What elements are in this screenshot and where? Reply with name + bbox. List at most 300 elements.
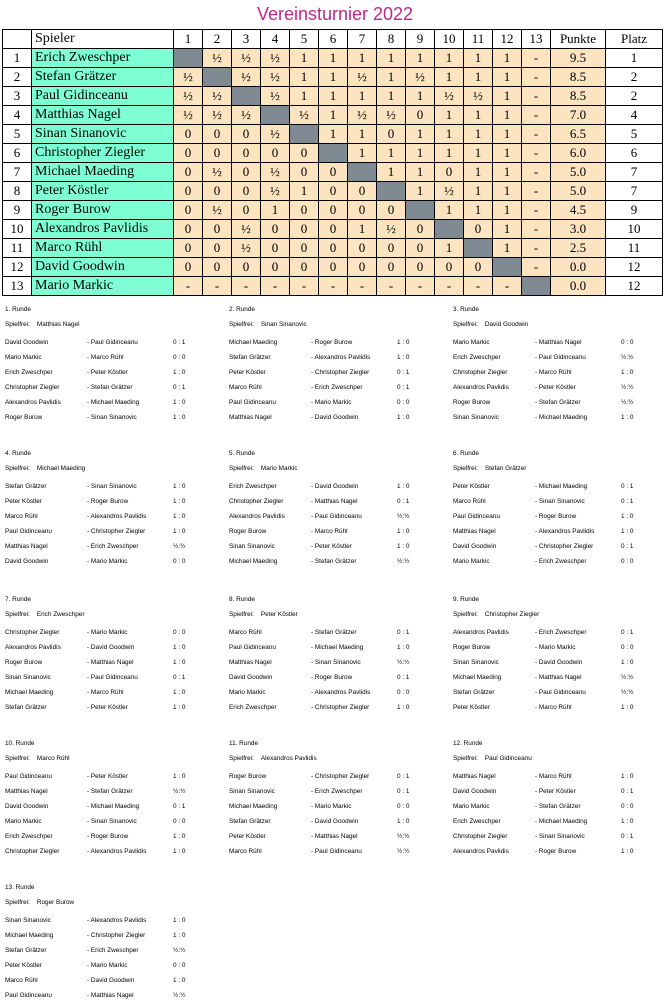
result-cell: 0: [348, 239, 377, 258]
points-cell: 4.5: [551, 201, 606, 220]
game-row: [229, 818, 449, 827]
game-result: ½:½: [397, 848, 410, 855]
game-result: 1 : 0: [621, 369, 634, 376]
game-row: [5, 339, 225, 348]
white-player: Alexandros Pavlidis: [453, 848, 509, 855]
round-block: [453, 596, 670, 716]
header-col: 2: [203, 30, 232, 49]
result-cell: 0: [203, 125, 232, 144]
row-number: 6: [3, 144, 32, 163]
result-cell: -: [522, 239, 551, 258]
white-player: Paul Gidinceanu: [453, 513, 500, 520]
points-cell: 5.0: [551, 182, 606, 201]
white-player: Erich Zweschper: [5, 833, 53, 840]
result-cell: 1: [261, 201, 290, 220]
result-cell: 1: [493, 163, 522, 182]
black-player: - Roger Burow: [87, 498, 129, 505]
black-player: - Roger Burow: [311, 339, 353, 346]
black-player: - Paul Gidinceanu: [535, 354, 586, 361]
result-cell: ½: [203, 163, 232, 182]
result-cell: 0: [174, 163, 203, 182]
bye-player: Marco Rühl: [36, 755, 70, 762]
result-cell: 0: [319, 220, 348, 239]
diagonal-cell: [493, 258, 522, 277]
game-row: [5, 977, 225, 986]
game-row: [453, 659, 670, 668]
white-player: Christopher Ziegler: [453, 833, 508, 840]
bye-label: Spielfrei:: [229, 755, 254, 762]
white-player: Michael Maeding: [229, 339, 278, 346]
result-cell: 0: [406, 220, 435, 239]
result-cell: 0: [232, 201, 261, 220]
white-player: Erich Zweschper: [229, 483, 277, 490]
points-cell: 0.0: [551, 277, 606, 296]
game-row: [5, 848, 225, 857]
game-row: [5, 962, 225, 971]
black-player: - Marco Rühl: [311, 528, 348, 535]
game-row: [229, 369, 449, 378]
black-player: - Mario Markic: [311, 803, 352, 810]
player-name: Sinan Sinanovic: [32, 125, 174, 144]
white-player: Sinan Sinanovic: [229, 543, 275, 550]
game-result: 0 : 0: [173, 629, 186, 636]
black-player: - David Goodwin: [87, 644, 135, 651]
result-cell: 1: [406, 163, 435, 182]
round-title: 6. Runde: [453, 450, 479, 457]
game-result: 0 : 0: [621, 558, 634, 565]
black-player: - Alexandros Pavlidis: [87, 513, 147, 520]
bye-label: Spielfrei:: [5, 611, 30, 618]
game-result: 0 : 0: [397, 803, 410, 810]
white-player: Marco Rühl: [229, 848, 262, 855]
result-cell: -: [203, 277, 232, 296]
place-cell: 2: [606, 68, 663, 87]
result-cell: -: [522, 144, 551, 163]
game-row: [229, 833, 449, 842]
game-row: [229, 399, 449, 408]
white-player: Christopher Ziegler: [229, 498, 284, 505]
result-cell: 1: [348, 220, 377, 239]
result-cell: 1: [435, 68, 464, 87]
game-result: ½:½: [173, 947, 186, 954]
white-player: Stefan Grätzer: [229, 818, 271, 825]
black-player: - Roger Burow: [87, 833, 129, 840]
black-player: - Paul Gidinceanu: [87, 674, 138, 681]
header-col: 11: [464, 30, 493, 49]
row-number: 7: [3, 163, 32, 182]
result-cell: 1: [464, 144, 493, 163]
bye-player: Peter Köstler: [260, 611, 298, 618]
game-row: [453, 558, 670, 567]
result-cell: ½: [406, 68, 435, 87]
white-player: Matthias Nagel: [229, 659, 272, 666]
black-player: - Roger Burow: [535, 848, 577, 855]
game-row: [453, 384, 670, 393]
black-player: - Christopher Ziegler: [311, 704, 370, 711]
game-result: 1 : 0: [621, 414, 634, 421]
black-player: - Erich Zweschper: [535, 629, 587, 636]
result-cell: 1: [493, 106, 522, 125]
game-row: [5, 528, 225, 537]
result-cell: ½: [203, 201, 232, 220]
black-player: - Peter Köstler: [87, 773, 128, 780]
result-cell: 1: [348, 144, 377, 163]
white-player: Matthias Nagel: [5, 543, 48, 550]
game-result: 0 : 1: [621, 833, 634, 840]
black-player: - Michael Maeding: [87, 399, 140, 406]
points-cell: 6.0: [551, 144, 606, 163]
player-name: Paul Gidinceanu: [32, 87, 174, 106]
game-result: 0 : 1: [173, 339, 186, 346]
result-cell: 0: [232, 182, 261, 201]
bye-line: [5, 899, 74, 906]
result-cell: 1: [377, 68, 406, 87]
game-row: [5, 369, 225, 378]
black-player: - Peter Köstler: [87, 369, 128, 376]
table-row: [3, 144, 663, 163]
white-player: Marco Rühl: [229, 384, 262, 391]
black-player: - Michael Maeding: [87, 803, 140, 810]
place-cell: 6: [606, 144, 663, 163]
crosstable: [2, 29, 663, 296]
result-cell: 1: [406, 182, 435, 201]
result-cell: 0: [406, 258, 435, 277]
result-cell: ½: [174, 87, 203, 106]
game-result: 1 : 0: [173, 704, 186, 711]
result-cell: 1: [377, 163, 406, 182]
result-cell: 0: [377, 258, 406, 277]
round-title: 4. Runde: [5, 450, 31, 457]
game-row: [5, 629, 225, 638]
result-cell: 1: [493, 144, 522, 163]
white-player: Erich Zweschper: [453, 354, 501, 361]
game-row: [5, 384, 225, 393]
white-player: Marco Rühl: [453, 498, 486, 505]
result-cell: 0: [348, 182, 377, 201]
game-row: [5, 354, 225, 363]
header-col: 6: [319, 30, 348, 49]
result-cell: ½: [261, 49, 290, 68]
white-player: Marco Rühl: [5, 513, 38, 520]
game-row: [5, 483, 225, 492]
result-cell: 1: [464, 68, 493, 87]
result-cell: 0: [203, 144, 232, 163]
black-player: - Paul Gidinceanu: [87, 339, 138, 346]
result-cell: 1: [435, 201, 464, 220]
white-player: Mario Markic: [5, 354, 42, 361]
game-result: 0 : 1: [173, 384, 186, 391]
place-cell: 7: [606, 182, 663, 201]
result-cell: 0: [203, 182, 232, 201]
header-col: 12: [493, 30, 522, 49]
table-row: [3, 277, 663, 296]
result-cell: 0: [261, 258, 290, 277]
result-cell: ½: [203, 106, 232, 125]
game-row: [5, 833, 225, 842]
black-player: - Mario Markic: [87, 962, 128, 969]
header-punkte: Punkte: [551, 30, 606, 49]
black-player: - Sinan Sinanovic: [535, 833, 585, 840]
game-row: [5, 644, 225, 653]
round-title: 10. Runde: [5, 740, 35, 747]
bye-line: [5, 611, 84, 618]
bye-player: Sinan Sinanovic: [260, 321, 307, 328]
white-player: David Goodwin: [5, 558, 49, 565]
result-cell: ½: [377, 106, 406, 125]
round-block: [229, 450, 449, 570]
result-cell: -: [493, 277, 522, 296]
black-player: - Erich Zweschper: [87, 543, 139, 550]
round-title: 7. Runde: [5, 596, 31, 603]
game-result: ½:½: [621, 689, 634, 696]
game-row: [229, 689, 449, 698]
header-col: 4: [261, 30, 290, 49]
black-player: - Matthias Nagel: [535, 339, 582, 346]
black-player: - Sinan Sinanovic: [535, 498, 585, 505]
game-row: [229, 513, 449, 522]
white-player: Alexandros Pavlidis: [453, 629, 509, 636]
round-title: 9. Runde: [453, 596, 479, 603]
diagonal-cell: [377, 182, 406, 201]
game-row: [229, 558, 449, 567]
result-cell: -: [522, 68, 551, 87]
game-row: [5, 917, 225, 926]
row-number: 9: [3, 201, 32, 220]
white-player: Matthias Nagel: [229, 414, 272, 421]
place-cell: 4: [606, 106, 663, 125]
player-name: Peter Köstler: [32, 182, 174, 201]
result-cell: 0: [290, 144, 319, 163]
white-player: David Goodwin: [453, 788, 497, 795]
white-player: Christopher Ziegler: [5, 629, 60, 636]
table-row: [3, 182, 663, 201]
black-player: - Sinan Sinanovic: [87, 414, 137, 421]
game-row: [229, 354, 449, 363]
header-col: 9: [406, 30, 435, 49]
black-player: - Stefan Grätzer: [311, 558, 357, 565]
result-cell: 0: [348, 201, 377, 220]
black-player: - Mario Markic: [87, 558, 128, 565]
game-row: [229, 848, 449, 857]
game-result: 0 : 0: [173, 818, 186, 825]
game-result: 1 : 0: [173, 689, 186, 696]
result-cell: 0: [232, 144, 261, 163]
result-cell: -: [522, 201, 551, 220]
black-player: - Paul Gidinceanu: [535, 689, 586, 696]
game-result: 1 : 0: [621, 818, 634, 825]
white-player: David Goodwin: [5, 339, 49, 346]
game-result: 0 : 1: [621, 543, 634, 550]
result-cell: ½: [232, 68, 261, 87]
result-cell: 1: [290, 49, 319, 68]
diagonal-cell: [203, 68, 232, 87]
black-player: - Mario Markic: [311, 399, 352, 406]
game-row: [453, 513, 670, 522]
result-cell: 0: [174, 125, 203, 144]
game-row: [229, 629, 449, 638]
white-player: David Goodwin: [453, 543, 497, 550]
bye-player: Roger Burow: [36, 899, 75, 906]
result-cell: 0: [377, 239, 406, 258]
game-result: 0 : 0: [621, 339, 634, 346]
bye-player: Christopher Ziegler: [484, 611, 540, 618]
game-result: 1 : 0: [397, 414, 410, 421]
player-name: Mario Markic: [32, 277, 174, 296]
result-cell: 0: [203, 220, 232, 239]
table-row: [3, 163, 663, 182]
game-row: [229, 803, 449, 812]
round-title: 12. Runde: [453, 740, 483, 747]
game-row: [229, 773, 449, 782]
game-result: 1 : 0: [173, 498, 186, 505]
diagonal-cell: [290, 125, 319, 144]
points-cell: 0.0: [551, 258, 606, 277]
white-player: Sinan Sinanovic: [5, 674, 51, 681]
black-player: - Roger Burow: [311, 674, 353, 681]
result-cell: 0: [203, 258, 232, 277]
white-player: Erich Zweschper: [229, 704, 277, 711]
page-title: Vereinsturnier 2022: [256, 4, 414, 24]
result-cell: 0: [319, 201, 348, 220]
black-player: - Mario Markic: [87, 629, 128, 636]
black-player: - Roger Burow: [535, 513, 577, 520]
game-row: [5, 818, 225, 827]
result-cell: 0: [174, 201, 203, 220]
result-cell: 1: [377, 144, 406, 163]
player-name: David Goodwin: [32, 258, 174, 277]
result-cell: 0: [232, 125, 261, 144]
header-col: 10: [435, 30, 464, 49]
round-block: [5, 596, 225, 716]
game-row: [453, 788, 670, 797]
row-number: 8: [3, 182, 32, 201]
bye-label: Spielfrei:: [5, 465, 30, 472]
result-cell: 1: [348, 87, 377, 106]
black-player: - Christopher Ziegler: [311, 773, 370, 780]
game-result: 0 : 0: [397, 399, 410, 406]
result-cell: 1: [348, 49, 377, 68]
black-player: - Stefan Grätzer: [535, 803, 581, 810]
header-platz: Platz: [606, 30, 663, 49]
black-player: - Stefan Grätzer: [87, 384, 133, 391]
result-cell: 1: [464, 49, 493, 68]
white-player: Peter Köstler: [5, 962, 42, 969]
result-cell: 1: [406, 125, 435, 144]
result-cell: 0: [261, 144, 290, 163]
black-player: - Christopher Ziegler: [87, 528, 146, 535]
game-result: 0 : 1: [397, 773, 410, 780]
result-cell: 1: [348, 125, 377, 144]
game-row: [453, 674, 670, 683]
result-cell: 1: [464, 163, 493, 182]
white-player: Christopher Ziegler: [5, 384, 60, 391]
result-cell: 0: [232, 163, 261, 182]
white-player: Alexandros Pavlidis: [5, 644, 61, 651]
white-player: Roger Burow: [229, 528, 267, 535]
points-cell: 5.0: [551, 163, 606, 182]
black-player: - Stefan Grätzer: [311, 629, 357, 636]
game-row: [453, 704, 670, 713]
result-cell: ½: [261, 68, 290, 87]
white-player: Paul Gidinceanu: [5, 992, 52, 999]
bye-player: David Goodwin: [484, 321, 529, 328]
row-number: 12: [3, 258, 32, 277]
row-number: 5: [3, 125, 32, 144]
game-result: 1 : 0: [173, 773, 186, 780]
black-player: - David Goodwin: [87, 977, 135, 984]
place-cell: 1: [606, 49, 663, 68]
result-cell: -: [406, 277, 435, 296]
white-player: Peter Köstler: [229, 833, 266, 840]
result-cell: 0: [290, 163, 319, 182]
header-spieler: Spieler: [32, 30, 174, 49]
game-row: [229, 339, 449, 348]
player-name: Roger Burow: [32, 201, 174, 220]
game-result: 0 : 1: [397, 498, 410, 505]
black-player: - Mario Markic: [535, 644, 576, 651]
white-player: Erich Zweschper: [453, 818, 501, 825]
result-cell: ½: [203, 87, 232, 106]
table-row: [3, 68, 663, 87]
black-player: - Sinan Sinanovic: [87, 483, 137, 490]
place-cell: 9: [606, 201, 663, 220]
bye-label: Spielfrei:: [453, 465, 478, 472]
black-player: - Michael Maeding: [535, 818, 588, 825]
bye-line: [453, 611, 539, 618]
bye-player: Michael Maeding: [36, 465, 86, 472]
white-player: David Goodwin: [5, 803, 49, 810]
black-player: - Paul Gidinceanu: [311, 513, 362, 520]
white-player: Roger Burow: [5, 414, 43, 421]
round-title: 13. Runde: [5, 884, 35, 891]
game-row: [453, 818, 670, 827]
result-cell: -: [261, 277, 290, 296]
place-cell: 12: [606, 277, 663, 296]
bye-line: [453, 321, 528, 328]
black-player: - Peter Köstler: [311, 543, 352, 550]
bye-player: Stefan Grätzer: [484, 465, 527, 472]
bye-player: Paul Gidinceanu: [484, 755, 532, 762]
game-result: 1 : 0: [621, 704, 634, 711]
game-result: ½:½: [397, 833, 410, 840]
result-cell: 0: [406, 239, 435, 258]
black-player: - Paul Gidinceanu: [311, 848, 362, 855]
game-result: 0 : 0: [621, 803, 634, 810]
white-player: Roger Burow: [453, 399, 491, 406]
result-cell: ½: [174, 106, 203, 125]
result-cell: 0: [174, 220, 203, 239]
white-player: Marco Rühl: [5, 977, 38, 984]
white-player: Sinan Sinanovic: [5, 917, 51, 924]
diagonal-cell: [406, 201, 435, 220]
black-player: - Peter Köstler: [87, 704, 128, 711]
white-player: Mario Markic: [453, 558, 490, 565]
game-row: [5, 558, 225, 567]
game-row: [229, 543, 449, 552]
white-player: Paul Gidinceanu: [229, 399, 276, 406]
game-result: 1 : 0: [173, 917, 186, 924]
game-result: 1 : 0: [621, 659, 634, 666]
round-block: [229, 596, 449, 716]
white-player: Mario Markic: [5, 818, 42, 825]
round-title: 1. Runde: [5, 306, 31, 313]
game-row: [453, 399, 670, 408]
result-cell: 1: [435, 125, 464, 144]
result-cell: ½: [232, 239, 261, 258]
result-cell: -: [319, 277, 348, 296]
result-cell: 1: [493, 201, 522, 220]
game-result: 0 : 0: [173, 558, 186, 565]
